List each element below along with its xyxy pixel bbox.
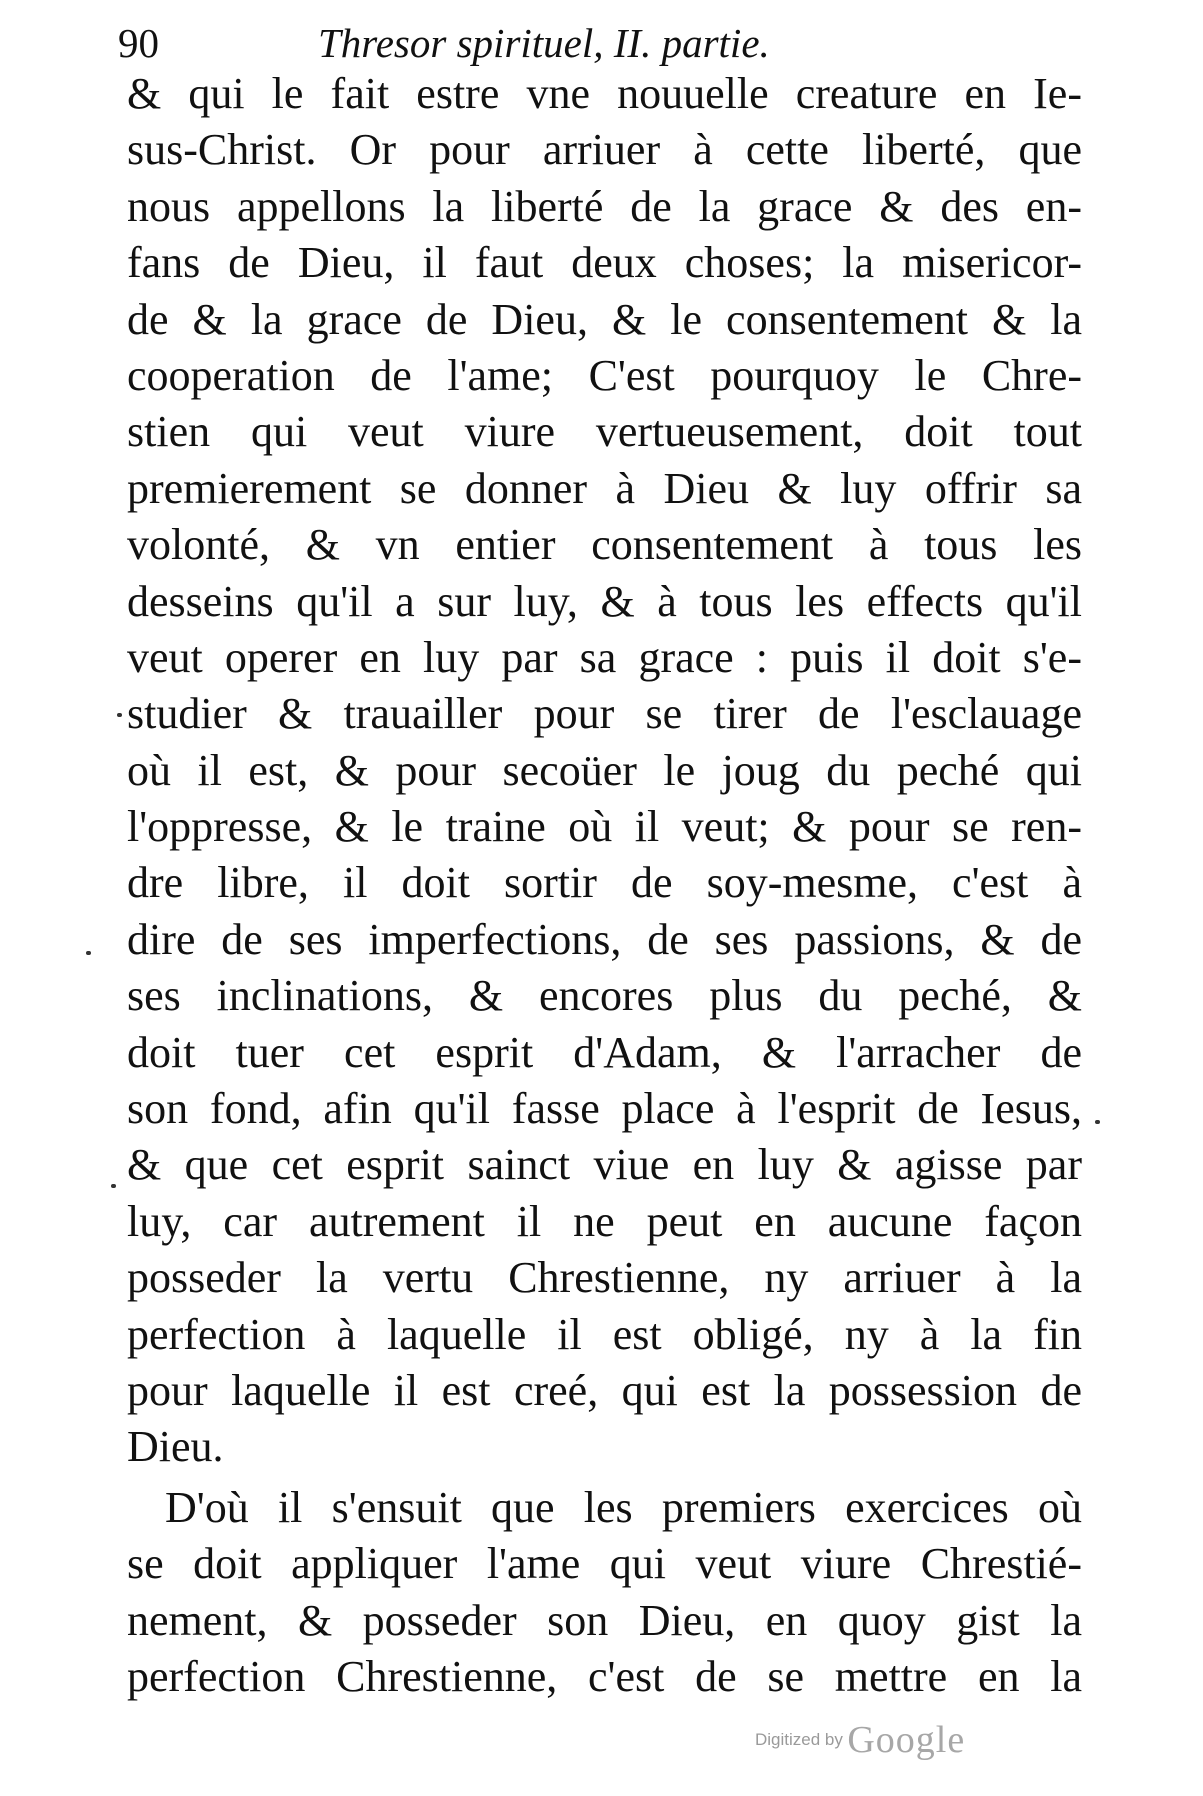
text-line: doit tuer cet esprit d'Adam, & l'arracher de xyxy=(127,1027,1082,1077)
scan-speck xyxy=(117,713,122,717)
text-line: studier & trauailler pour se tirer de l'esclauage xyxy=(127,689,1082,739)
digitized-watermark xyxy=(755,1718,965,1762)
running-head xyxy=(118,18,918,68)
watermark-logo: Google xyxy=(847,1719,966,1761)
paragraph-2 xyxy=(127,1480,1082,1706)
text-line: perfection Chrestienne, c'est de se mettre en la xyxy=(127,1651,1082,1701)
page-number: 90 xyxy=(118,20,159,66)
text-line: posseder la vertu Chrestienne, ny arriuer à la xyxy=(127,1253,1082,1303)
text-line: & que cet esprit sainct viue en luy & agisse par xyxy=(127,1140,1082,1190)
scan-speck xyxy=(111,1184,116,1188)
text-line: Dieu. xyxy=(127,1422,224,1472)
text-line: fans de Dieu, il faut deux choses; la misericor- xyxy=(127,238,1082,288)
text-line: volonté, & vn entier consentement à tous les xyxy=(127,520,1082,570)
text-line: se doit appliquer l'ame qui veut viure Chrestié- xyxy=(127,1539,1082,1589)
text-line: dire de ses imperfections, de ses passions, & de xyxy=(127,914,1082,964)
text-line: premierement se donner à Dieu & luy offrir sa xyxy=(127,463,1082,513)
scan-speck xyxy=(1095,1120,1100,1124)
running-title: Thresor spirituel, II. partie. xyxy=(318,20,770,66)
text-line: luy, car autrement il ne peut en aucune façon xyxy=(127,1196,1082,1246)
text-line: sus-Christ. Or pour arriuer à cette liberté, que xyxy=(127,125,1082,175)
text-line: stien qui veut viure vertueusement, doit tout xyxy=(127,407,1082,457)
text-line: l'oppresse, & le traine où il veut; & pour se ren- xyxy=(127,802,1082,852)
text-line: desseins qu'il a sur luy, & à tous les effects qu'il xyxy=(127,576,1082,626)
text-line: dre libre, il doit sortir de soy-mesme, c'est à xyxy=(127,858,1082,908)
text-line: & qui le fait estre vne nouuelle creature en Ie- xyxy=(127,69,1082,118)
text-line: ses inclinations, & encores plus du peché, & xyxy=(127,971,1082,1021)
text-line: veut operer en luy par sa grace : puis il doit s'e- xyxy=(127,632,1082,682)
watermark-prefix: Digitized by xyxy=(755,1730,843,1749)
text-line: nous appellons la liberté de la grace & des en- xyxy=(127,181,1082,231)
text-line: D'où il s'ensuit que les premiers exercices où xyxy=(165,1482,1082,1532)
text-line: où il est, & pour secoüer le joug du peché qui xyxy=(127,745,1082,795)
text-line: perfection à laquelle il est obligé, ny à la fin xyxy=(127,1309,1082,1359)
text-line: nement, & posseder son Dieu, en quoy gist la xyxy=(127,1595,1082,1645)
text-line: son fond, afin qu'il fasse place à l'esprit de Iesus, xyxy=(127,1084,1082,1134)
body-text xyxy=(127,66,1082,1705)
text-line: de & la grace de Dieu, & le consentement & la xyxy=(127,294,1082,344)
text-line: cooperation de l'ame; C'est pourquoy le Chre- xyxy=(127,350,1082,400)
scan-speck xyxy=(86,951,91,955)
paragraph-1 xyxy=(127,66,1082,1476)
text-line: pour laquelle il est creé, qui est la possession de xyxy=(127,1365,1082,1415)
